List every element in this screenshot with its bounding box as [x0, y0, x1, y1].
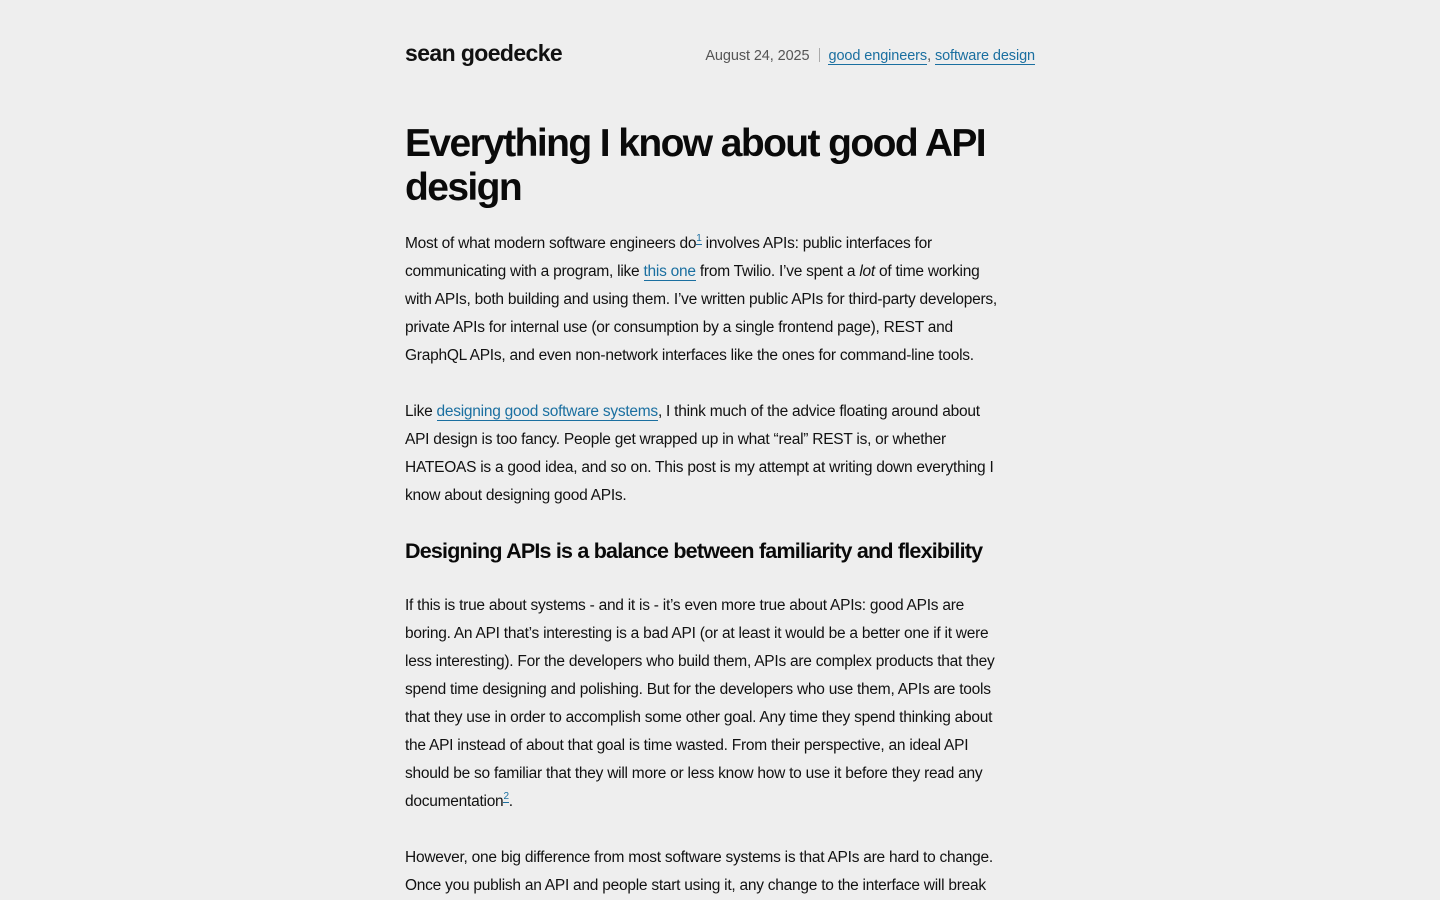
text-line: If this is true about systems - and it is - it’s even more true about APIs: good APIs are [405, 597, 964, 614]
text: involves APIs: public interfaces for [701, 235, 932, 252]
paragraph-boring [405, 592, 1035, 816]
text-line: boring. An API that’s interesting is a bad API (or at least it would be a better one if it were [405, 625, 989, 642]
text: from Twilio. I’ve spent a [695, 263, 860, 280]
article-title [405, 122, 1035, 210]
emphasis: lot [859, 263, 875, 280]
text: Most of what modern software engineers do [405, 235, 697, 252]
tag-link-good-engineers[interactable]: good engineers [828, 48, 928, 64]
footnote-link-2[interactable]: 2 [503, 791, 509, 802]
text: , I think much of the advice floating around about [657, 403, 980, 420]
text: documentation [405, 793, 504, 810]
text: communicating with a program, like [405, 263, 644, 280]
text-line: know about designing good APIs. [405, 487, 627, 504]
text-line: API design is too fancy. People get wrapped up in what “real” REST is, or whether [405, 431, 946, 448]
post-date: August 24, 2025 [705, 48, 810, 64]
text-line: that they use in order to accomplish some other goal. Any time they spend thinking about [405, 709, 993, 726]
link-designing-good-software-systems[interactable]: designing good software systems [436, 403, 658, 420]
text-line: with APIs, both building and using them. I’ve written public APIs for third-party developers, [405, 291, 997, 308]
text-line: spend time designing and polishing. But for the developers who use them, APIs are tools [405, 681, 991, 698]
tag-link-software-design[interactable]: software design [934, 48, 1035, 64]
meta-divider [819, 48, 820, 62]
text-line: private APIs for internal use (or consumption by a single frontend page), REST and [405, 319, 953, 336]
link-this-one[interactable]: this one [643, 263, 696, 280]
text-line: Once you publish an API and people start using it, any change to the interface will break [405, 877, 986, 894]
title-line: Everything I know about good API [405, 122, 986, 165]
text: Like [405, 403, 437, 420]
text-line: should be so familiar that they will more or less know how to use it before they read any [405, 765, 983, 782]
paragraph-like [405, 398, 1035, 510]
text: of time working [874, 263, 980, 280]
text-line: less interesting). For the developers who build them, APIs are complex products that they [405, 653, 995, 670]
site-name-link[interactable]: sean goedecke [405, 40, 563, 66]
text: . [508, 793, 513, 810]
section-heading: Designing APIs is a balance between familiarity and flexibility [405, 539, 983, 563]
footnote-link-1[interactable]: 1 [696, 233, 702, 244]
text-line: HATEOAS is a good idea, and so on. This post is my attempt at writing down everything I [405, 459, 994, 476]
text-line: GraphQL APIs, and even non-network interfaces like the ones for command-line tools. [405, 347, 974, 364]
post-meta [705, 48, 1035, 64]
text-line: the API instead of about that goal is time wasted. From their perspective, an ideal API [405, 737, 969, 754]
text-line: However, one big difference from most software systems is that APIs are hard to change. [405, 849, 993, 866]
paragraph-intro [405, 230, 1035, 370]
tag-separator: , [927, 48, 931, 64]
title-line: design [405, 166, 522, 209]
paragraph-hard-to-change [405, 844, 1035, 900]
